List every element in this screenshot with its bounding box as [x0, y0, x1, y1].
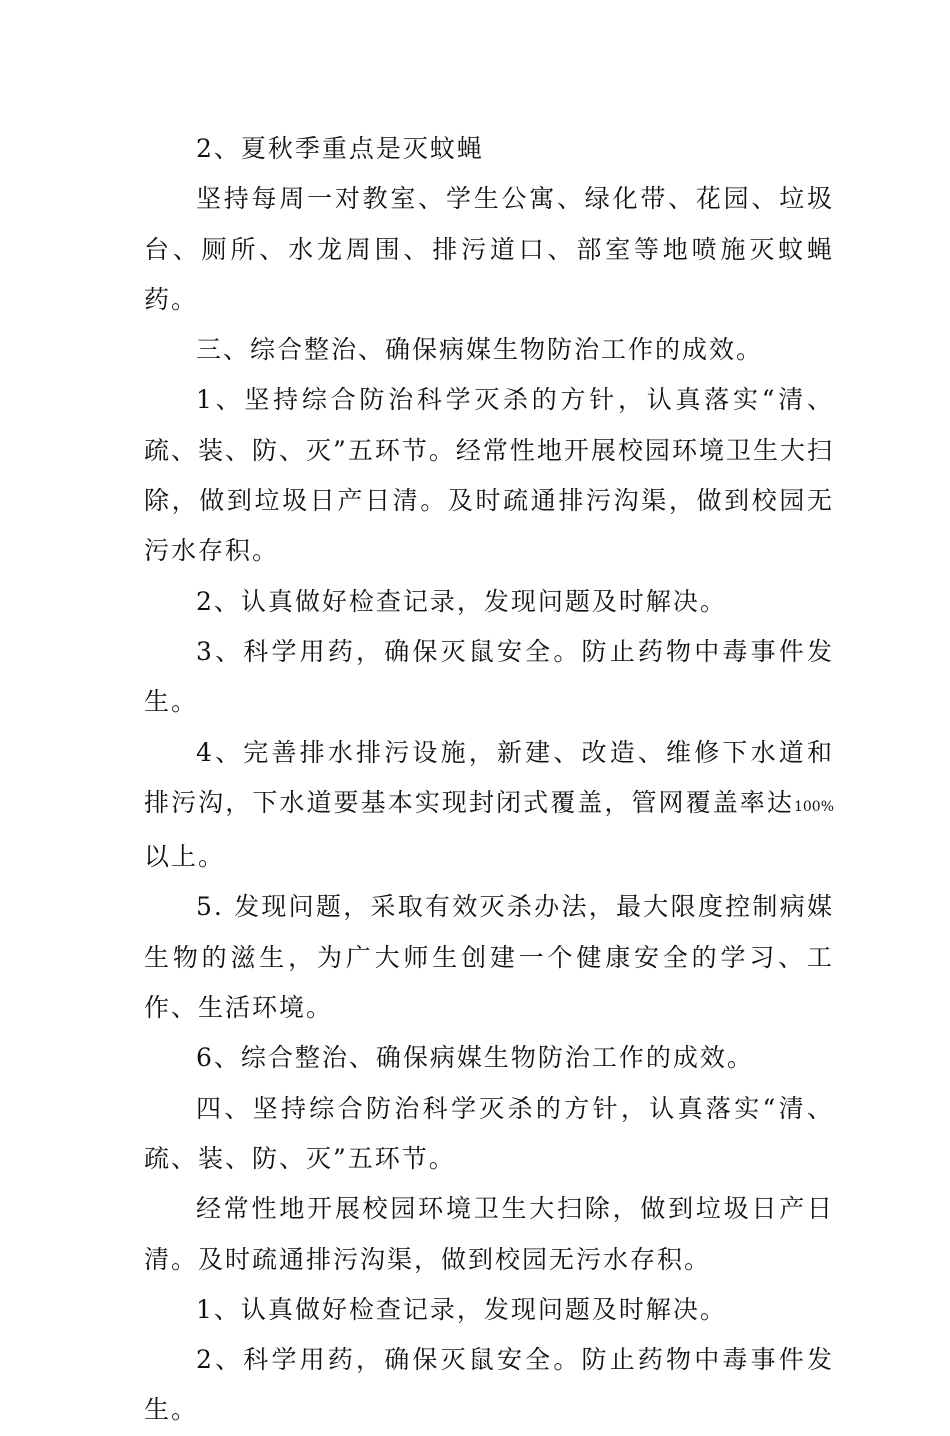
- paragraph: 1、坚持综合防治科学灭杀的方针，认真落实“清、疏、装、防、灭”五环节。经常性地开展校园环境卫生大扫除，做到垃圾日产日清。及时疏通排污沟渠，做到校园无污水存积。: [144, 385, 834, 566]
- percent-value: 100%: [793, 798, 834, 815]
- paragraph: 5. 发现问题，采取有效灭杀办法，最大限度控制病媒生物的滋生，为广大师生创建一个健康安全的学习、工作、生活环境。: [144, 892, 834, 1023]
- paragraph: 三、综合整治、确保病媒生物防治工作的成效。: [196, 335, 764, 365]
- paragraph: 四、坚持综合防治科学灭杀的方针，认真落实“清、疏、装、防、灭”五环节。: [144, 1093, 834, 1173]
- paragraph: 3、科学用药，确保灭鼠安全。防止药物中毒事件发生。: [144, 636, 834, 717]
- document-body: [144, 124, 834, 1436]
- paragraph: 6、综合整治、确保病媒生物防治工作的成效。: [196, 1043, 754, 1073]
- paragraph-tail: 以上。: [144, 842, 226, 872]
- paragraph: 2、夏秋季重点是灭蚊蝇: [196, 134, 484, 163]
- paragraph: 2、认真做好检查记录，发现问题及时解决。: [196, 586, 727, 616]
- paragraph: 坚持每周一对教室、学生公寓、绿化带、花园、垃圾台、厕所、水龙周围、排污道口、部室等地喷施灭蚊蝇药。: [144, 184, 834, 314]
- paragraph-text: 4、完善排水排污设施，新建、改造、维修下水道和排污沟，下水道要基本实现封闭式覆盖，管网覆盖率达: [144, 737, 834, 817]
- paragraph: [144, 728, 834, 883]
- paragraph: 2、科学用药，确保灭鼠安全。防止药物中毒事件发生。: [144, 1345, 834, 1425]
- paragraph: 1、认真做好检查记录，发现问题及时解决。: [196, 1294, 727, 1324]
- paragraph: 经常性地开展校园环境卫生大扫除，做到垃圾日产日清。及时疏通排污沟渠，做到校园无污水存积。: [144, 1194, 834, 1274]
